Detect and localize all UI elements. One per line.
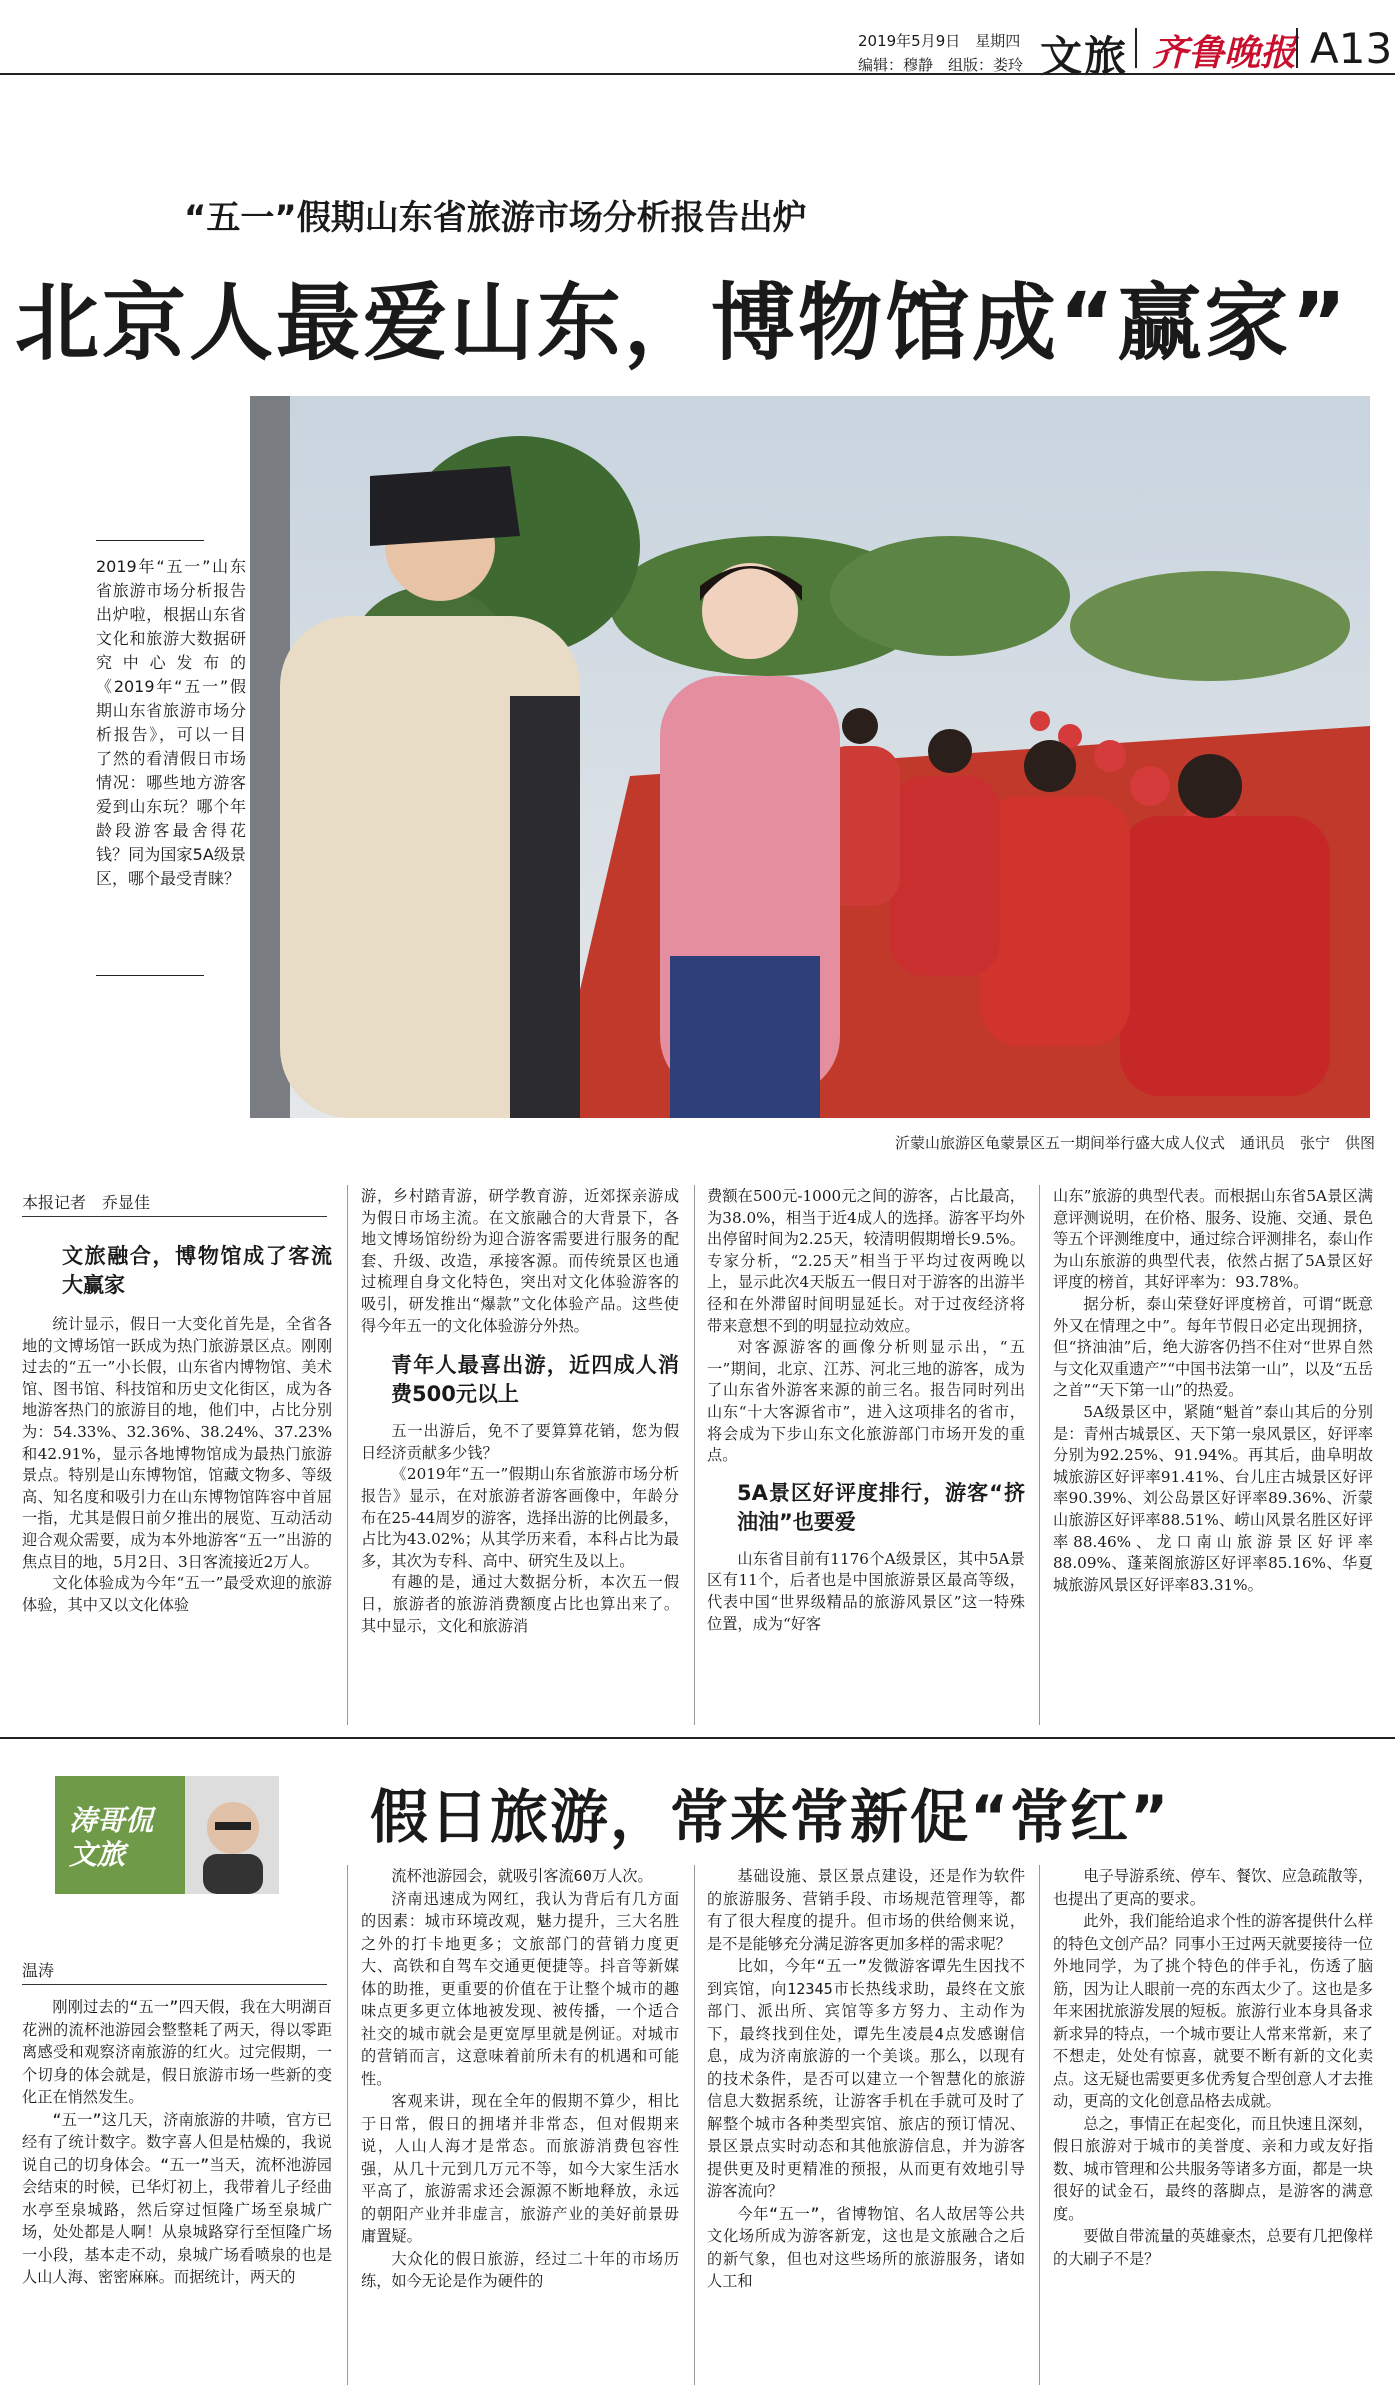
column-rule bbox=[347, 1185, 348, 1725]
paragraph: 今年“五一”，省博物馆、名人故居等公共文化场所成为游客新宠，这也是文旅融合之后的新气象，但也对这些场所的旅游服务，诸如人工和 bbox=[707, 2204, 1025, 2290]
paragraph: 费额在500元-1000元之间的游客，占比最高，为38.0%，相当于近4成人的选择。游客平均外出停留时间为2.25天，较清明假期增长9.5%。专家分析，“2.25天”相当于平均过夜两晚以上，显示此次4天版五一假日对于游客的出游半径和在外滞留时间明显延长。对于过夜经济将带来意想不到的明显拉动效应。 bbox=[707, 1187, 1025, 1335]
byline-rule bbox=[22, 1216, 327, 1217]
header-rule bbox=[0, 73, 1395, 75]
byline: 本报记者 乔显佳 bbox=[22, 1193, 151, 1212]
article-separator bbox=[0, 1737, 1395, 1739]
page-number: A13 bbox=[1310, 24, 1393, 73]
header-divider bbox=[1135, 28, 1137, 68]
article-column-3 bbox=[707, 1186, 1025, 1635]
paragraph: 此外，我们能给追求个性的游客提供什么样的特色文创产品？同事小王过两天就要接待一位外地同学，为了挑个特色的伴手礼，伤透了脑筋，因为让人眼前一亮的东西太少了。这也是多年来困扰旅游发展的短板。旅游行业本身具备求新求异的特点，一个城市要让人常来常新，来了不想走，处处有惊喜，就要不断有新的文化卖点。这无疑也需要更多优秀复合型创意人才去推动，更高的文化创意品格去成就。 bbox=[1053, 1912, 1373, 2110]
article-intro: 2019年“五一”山东省旅游市场分析报告出炉啦，根据山东省文化和旅游大数据研究中心发布的《2019年“五一”假期山东省旅游市场分析报告》，可以一目了然的看清假日市场情况：哪些地方游客爱到山东玩？哪个年龄段游客最舍得花钱？同为国家5A级景区，哪个最受青睐？ bbox=[96, 557, 246, 888]
article-column-2 bbox=[361, 1186, 679, 1637]
paragraph: 总之，事情正在起变化，而且快速且深刻，假日旅游对于城市的美誉度、亲和力或友好指数、城市管理和公共服务等诸多方面，都是一块很好的试金石，最终的落脚点，是游客的满意度。 bbox=[1053, 2114, 1373, 2223]
paragraph: 电子导游系统、停车、餐饮、应急疏散等，也提出了更高的要求。 bbox=[1053, 1867, 1373, 1908]
section-name: 文旅 bbox=[1040, 32, 1129, 81]
article2-column-2 bbox=[361, 1865, 679, 2293]
ceremony-photo bbox=[250, 396, 1370, 1118]
column-rule bbox=[1039, 1865, 1040, 2385]
byline-rule bbox=[22, 1984, 327, 1985]
paragraph: 山东”旅游的典型代表。而根据山东省5A景区满意评测说明，在价格、服务、设施、交通、景色等五个评测维度中，通过综合评测排名，泰山作为山东旅游的典型代表，依然占据了5A景区好评度的榜首，其好评率为：93.78%。 bbox=[1053, 1187, 1373, 1292]
newspaper-logo: 齐鲁晚报 bbox=[1152, 32, 1297, 74]
paragraph: 游，乡村踏青游，研学教育游，近郊探亲游成为假日市场主流。在文旅融合的大背景下，各地文博场馆纷纷为迎合游客需要进行服务的配套、升级、改造，承接客源。而传统景区也通过梳理自身文化特色，突出对文化体验游客的吸引，研发推出“爆款”文化体验产品。这些使得今年五一的文化体验游分外热。 bbox=[361, 1187, 679, 1335]
article-column-4 bbox=[1053, 1186, 1373, 1596]
paragraph: 客观来讲，现在全年的假期不算少，相比于日常，假日的拥堵并非常态，但对假期来说，人山人海才是常态。而旅游消费包容性强，从几十元到几万元不等，如今大家生活水平高了，旅游需求还会源源不断地释放，永远的朝阳产业并非虚言，旅游产业的美好前景毋庸置疑。 bbox=[361, 2092, 679, 2245]
paragraph: 文化体验成为今年“五一”最受欢迎的旅游体验，其中又以文化体验 bbox=[22, 1574, 332, 1614]
column-rule bbox=[347, 1865, 348, 2385]
byline: 温涛 bbox=[22, 1961, 55, 1980]
editors-line: 编辑：穆静 组版：娄玲 bbox=[858, 56, 1024, 74]
paragraph: 有趣的是，通过大数据分析，本次五一假日，旅游者的旅游消费额度占比也算出来了。其中显示，文化和旅游消 bbox=[361, 1573, 679, 1635]
paragraph: 流杯池游园会，就吸引客流60万人次。 bbox=[391, 1867, 653, 1885]
paragraph: “五一”这几天，济南旅游的井喷，官方已经有了统计数字。数字喜人但是枯燥的，我说说自己的切身体会。“五一”当天，流杯池游园会结束的时候，已华灯初上，我带着儿子经曲水亭至泉城路，然后穿过恒隆广场至泉城广场，处处都是人啊！从泉城路穿行至恒隆广场一小段，基本走不动，泉城广场看喷泉的也是人山人海、密密麻麻。而据统计，两天的 bbox=[22, 2110, 332, 2286]
paragraph: 统计显示，假日一大变化首先是，全省各地的文博场馆一跃成为热门旅游景区点。刚刚过去的“五一”小长假，山东省内博物馆、美术馆、图书馆、科技馆和历史文化街区，成为各地游客热门的旅游目的地，他们中，占比分别为：54.33%、32.36%、38.24%、37.23%和42.91%，显示各地博物馆成为最热门旅游景点。特别是山东博物馆，馆藏文物多、等级高、知名度和吸引力在山东博物馆阵容中首屈一指，尤其是假日前夕推出的展览、互动活动迎合观众需要，成为本外地游客“五一”出游的焦点目的地，5月2日、3日客流接近2万人。 bbox=[22, 1315, 332, 1571]
article2-column-4 bbox=[1053, 1865, 1373, 2270]
article2-column-1 bbox=[22, 1996, 332, 2289]
article2-headline: 假日旅游，常来常新促“常红” bbox=[370, 1783, 1171, 1851]
intro-rule-bottom bbox=[96, 975, 204, 976]
paragraph: 5A级景区中，紧随“魁首”泰山其后的分别是：青州古城景区、天下第一泉风景区，好评率分别为92.25%、91.94%。再其后，曲阜明故城旅游区好评率91.41%、台儿庄古城景区好评率90.39%、刘公岛景区好评率89.36%、沂蒙山旅游区好评率88.51%、崂山风景名胜区好评率88.46%、龙口南山旅游景区好评率88.09%、蓬莱阁旅游区好评率85.16%、华夏城旅游风景区好评率83.31%。 bbox=[1053, 1402, 1373, 1594]
photo-caption: 沂蒙山旅游区龟蒙景区五一期间举行盛大成人仪式 通讯员 张宁 供图 bbox=[894, 1134, 1375, 1152]
column-rule bbox=[1039, 1185, 1040, 1725]
article-column-1 bbox=[22, 1232, 332, 1616]
intro-rule-top bbox=[96, 540, 204, 541]
column-rule bbox=[694, 1865, 695, 2385]
article-headline: 北京人最爱山东，博物馆成“赢家” bbox=[15, 274, 1350, 372]
paragraph: 《2019年“五一”假期山东省旅游市场分析报告》显示，在对旅游者游客画像中，年龄分布在25-44周岁的游客，选择出游的比例最多，占比为43.02%；从其学历来看，本科占比为最多，其次为专科、高中、研究生及以上。 bbox=[361, 1465, 679, 1570]
paragraph: 据分析，泰山荣登好评度榜首，可谓“既意外又在情理之中”。每年节假日必定出现拥挤，但“挤油油”后，绝大游客仍挡不住对“世界自然与文化双重遗产”“中国书法第一山”，以及“五岳之首”“天下第一山”的热爱。 bbox=[1053, 1294, 1373, 1400]
paragraph: 基础设施、景区景点建设，还是作为软件的旅游服务、营销手段、市场规范管理等，都有了很大程度的提升。但市场的供给侧来说，是不是能够充分满足游客更加多样的需求呢？ bbox=[707, 1867, 1025, 1953]
paragraph: 山东省目前有1176个A级景区，其中5A景区有11个，后者也是中国旅游景区最高等级，代表中国“世界级精品的旅游风景区”这一特殊位置，成为“好客 bbox=[707, 1549, 1025, 1633]
section-heading: 5A景区好评度排行，游客“挤油油”也要爱 bbox=[737, 1480, 1025, 1534]
paragraph: 对客源游客的画像分析则显示出，“五一”期间，北京、江苏、河北三地的游客，成为了山东省外游客来源的前三名。报告同时列出山东“十大客源省市”，进入这项排名的省市，将会成为下步山东文化旅游部门市场开发的重点。 bbox=[707, 1338, 1025, 1465]
header-divider bbox=[1296, 28, 1298, 68]
column-name: 涛哥侃文旅 bbox=[69, 1804, 154, 1871]
issue-date: 2019年5月9日 星期四 bbox=[858, 32, 1021, 50]
paragraph: 比如，今年“五一”发微游客谭先生因找不到宾馆，向12345市长热线求助，最终在文旅部门、派出所、宾馆等多方努力、主动作为下，最终找到住处，谭先生凌晨4点发感谢信息，成为济南旅游的一个美谈。那么，以现有的技术条件，是否可以建立一个智慧化的旅游信息大数据系统，让游客手机在手就可及时了解整个城市各种类型宾馆、旅店的预订情况、景区景点实时动态和其他旅游信息，并为游客提供更及时更精准的预报，从而更有效地引导游客流向？ bbox=[707, 1957, 1025, 2200]
section-heading: 青年人最喜出游，近四成人消费500元以上 bbox=[391, 1353, 679, 1407]
section-heading: 文旅融合，博物馆成了客流大赢家 bbox=[62, 1244, 332, 1297]
paragraph: 济南迅速成为网红，我认为背后有几方面的因素：城市环境改观，魅力提升，三大名胜之外的打卡地更多；文旅部门的营销力度更大、高铁和自驾车交通更便捷等。抖音等新媒体的助推，更重要的价值在于让整个城市的趣味点更多更立体地被发现、被传播，一个适合社交的城市就会是更宽厚里就是例证。对城市的营销而言，这意味着前所未有的机遇和可能性。 bbox=[361, 1889, 679, 2088]
article2-column-3 bbox=[707, 1865, 1025, 2293]
paragraph: 大众化的假日旅游，经过二十年的市场历练，如今无论是作为硬件的 bbox=[361, 2249, 679, 2290]
column-logo bbox=[55, 1776, 279, 1894]
paragraph: 要做自带流量的英雄豪杰，总要有几把像样的大刷子不是？ bbox=[1053, 2227, 1373, 2268]
column-rule bbox=[694, 1185, 695, 1725]
article-subtitle: “五一”假期山东省旅游市场分析报告出炉 bbox=[184, 198, 807, 238]
paragraph: 刚刚过去的“五一”四天假，我在大明湖百花洲的流杯池游园会整整耗了两天，得以零距离感受和观察济南旅游的红火。过完假期，一个切身的体会就是，假日旅游市场一些新的变化正在悄然发生。 bbox=[22, 1998, 332, 2106]
ceremony-photo-illustration bbox=[250, 396, 1370, 1118]
paragraph: 五一出游后，免不了要算算花销，您为假日经济贡献多少钱？ bbox=[361, 1422, 679, 1462]
